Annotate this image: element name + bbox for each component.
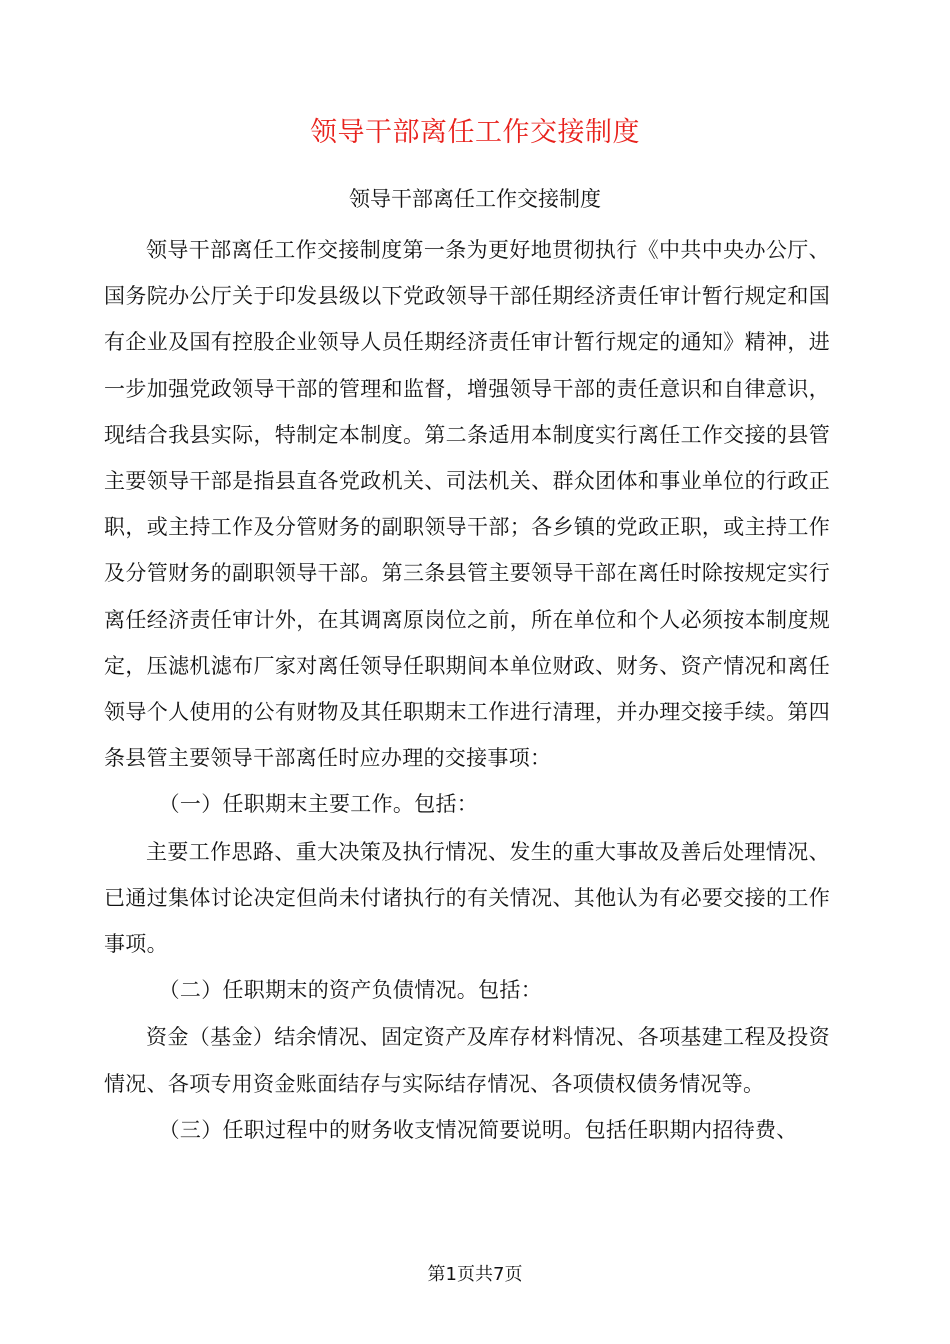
paragraph-item-1-heading: （一）任职期末主要工作。包括： <box>158 792 479 817</box>
paragraph-item-3-heading: （三）任职过程中的财务收支情况简要说明。包括任职期内招待费、 <box>158 1117 798 1142</box>
paragraph-item-2-heading: （二）任职期末的资产负债情况。包括： <box>158 978 542 1003</box>
paragraph-item-1-content: 主要工作思路、重大决策及执行情况、发生的重大事故及善后处理情况、已通过集体讨论决定但尚未付诸执行的有关情况、其他认为有必要交接的工作事项。 <box>104 839 830 957</box>
document-title: 领导干部离任工作交接制度 <box>310 117 640 148</box>
page-number: 第1页共7页 <box>427 1264 523 1285</box>
document-body <box>104 227 830 1153</box>
paragraph-articles: 领导干部离任工作交接制度第一条为更好地贯彻执行《中共中央办公厅、国务院办公厅关于印发县级以下党政领导干部任期经济责任审计暂行规定和国有企业及国有控股企业领导人员任期经济责任审计暂行规定的通知》精神，进一步加强党政领导干部的管理和监督，增强领导干部的责任意识和自律意识，现结合我县实际，特制定本制度。第二条适用本制度实行离任工作交接的县管主要领导干部是指县直各党政机关、司法机关、群众团体和事业单位的行政正职，或主持工作及分管财务的副职领导干部；各乡镇的党政正职，或主持工作及分管财务的副职领导干部。第三条县管主要领导干部在离任时除按规定实行离任经济责任审计外，在其调离原岗位之前，所在单位和个人必须按本制度规定，压滤机滤布厂家对离任领导任职期间本单位财政、财务、资产情况和离任领导个人使用的公有财物及其任职期末工作进行清理，并办理交接手续。第四条县管主要领导干部离任时应办理的交接事项： <box>104 238 830 771</box>
document-subtitle: 领导干部离任工作交接制度 <box>349 187 601 211</box>
paragraph-item-2-content: 资金（基金）结余情况、固定资产及库存材料情况、各项基建工程及投资情况、各项专用资金账面结存与实际结存情况、各项债权债务情况等。 <box>104 1025 830 1096</box>
